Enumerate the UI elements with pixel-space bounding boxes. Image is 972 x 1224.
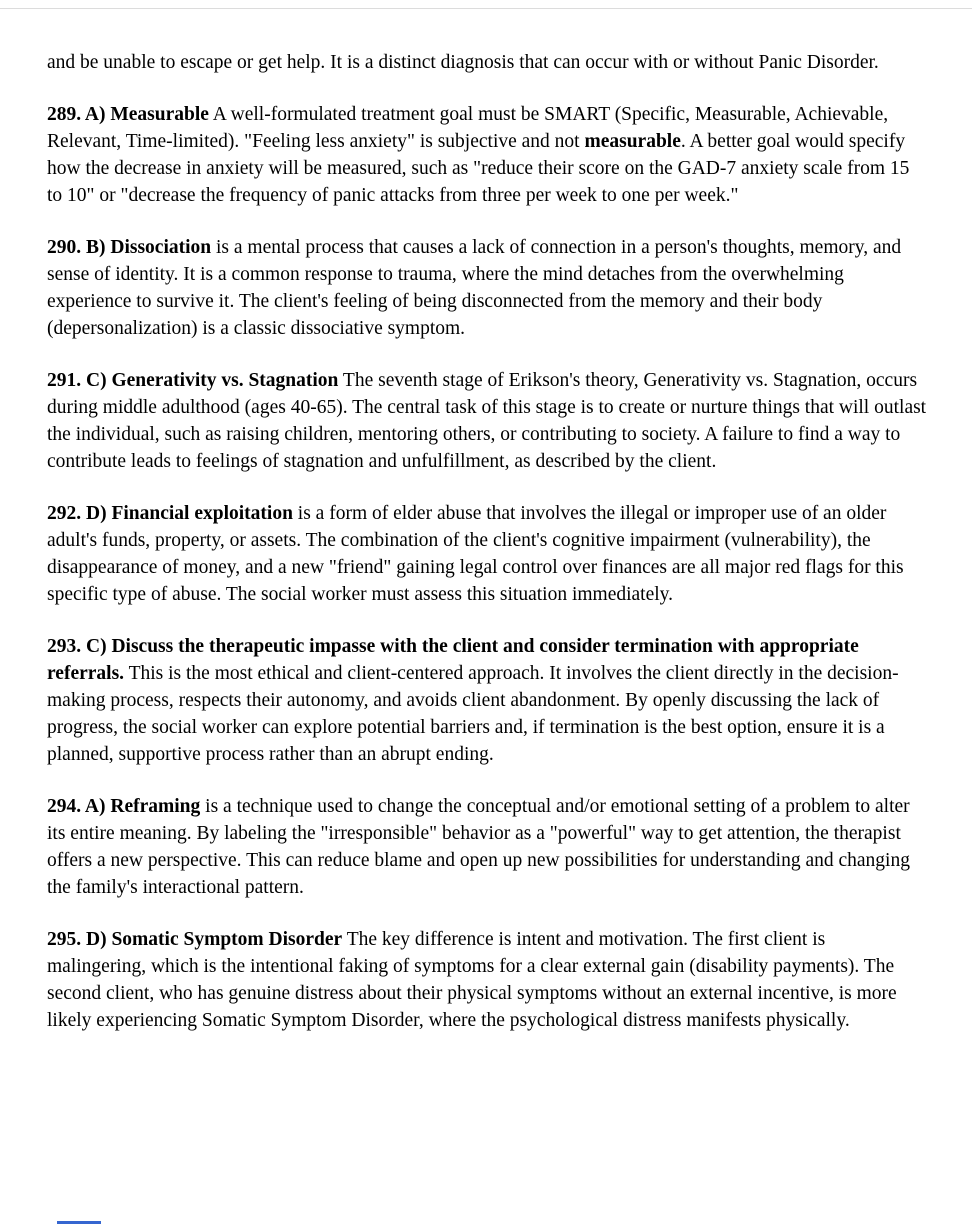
text-run: . A better goal would specify how the decrease in anxiety will be measured, such as "reduce their score on the GAD-7 anxiety scale from 15 to 10" or "decrease the frequency of panic attacks from three per week to one per week." xyxy=(47,131,910,206)
text-run: is a mental process that causes a lack of connection in a person's thoughts, memory, and sense of identity. It is a common response to trauma, where the mind detaches from the overwhelming experience to survive it. The client's feeling of being disconnected from the memory and their body (depersonalization) is a classic dissociative symptom. xyxy=(47,237,902,339)
text-run: The seventh stage of Erikson's theory, Generativity vs. Stagnation, occurs during middle adulthood (ages 40-65). The central task of this stage is to create or nurture things that will outlast the individual, such as raising children, mentoring others, or contributing to society. A failure to find a way to contribute leads to feelings of stagnation and unfulfillment, as described by the client. xyxy=(47,370,927,472)
paragraph-answer-294 xyxy=(47,793,927,901)
paragraph-answer-295 xyxy=(47,926,927,1034)
text-run-bold: 291. C) Generativity vs. Stagnation xyxy=(47,370,339,391)
paragraph-answer-293 xyxy=(47,633,927,768)
text-run-bold: measurable xyxy=(584,131,681,152)
paragraph-continuation xyxy=(47,49,927,76)
document-body xyxy=(47,49,927,1034)
paragraph-answer-290 xyxy=(47,234,927,342)
paragraph-answer-289 xyxy=(47,101,927,209)
text-run: The key difference is intent and motivation. The first client is malingering, which is the intentional faking of symptoms for a clear external gain (disability payments). The second client, who has genuine distress about their physical symptoms without an external incentive, is more likely experiencing Somatic Symptom Disorder, where the psychological distress manifests physically. xyxy=(47,929,897,1031)
text-run-bold: 295. D) Somatic Symptom Disorder xyxy=(47,929,343,950)
text-run: is a technique used to change the conceptual and/or emotional setting of a problem to alter its entire meaning. By labeling the "irresponsible" behavior as a "powerful" way to get attention, the therapist offers a new perspective. This can reduce blame and open up new possibilities for understanding and changing the family's interactional pattern. xyxy=(47,796,910,898)
text-run: and be unable to escape or get help. It is a distinct diagnosis that can occur with or without Panic Disorder. xyxy=(47,52,879,73)
text-run: A well-formulated treatment goal must be SMART (Specific, Measurable, Achievable, Relevant, Time-limited). "Feeling less anxiety" is subjective and not xyxy=(47,104,889,152)
text-run-bold: 290. B) Dissociation xyxy=(47,237,212,258)
text-run-bold: 293. C) Discuss the therapeutic impasse with the client and consider termination with appropriate referrals. xyxy=(47,636,859,684)
paragraph-answer-292 xyxy=(47,500,927,608)
text-run-bold: 294. A) Reframing xyxy=(47,796,201,817)
text-run: is a form of elder abuse that involves the illegal or improper use of an older adult's funds, property, or assets. The combination of the client's cognitive impairment (vulnerability), the disappearance of money, and a new "friend" gaining legal control over finances are all major red flags for this specific type of abuse. The social worker must assess this situation immediately. xyxy=(47,503,904,605)
page-top-divider xyxy=(0,8,972,9)
paragraph-answer-291 xyxy=(47,367,927,475)
text-run-bold: 292. D) Financial exploitation xyxy=(47,503,293,524)
text-run-bold: 289. A) Measurable xyxy=(47,104,209,125)
text-run: This is the most ethical and client-centered approach. It involves the client directly in the decision-making process, respects their autonomy, and avoids client abandonment. By openly discussing the lack of progress, the social worker can explore potential barriers and, if termination is the best option, ensure it is a planned, supportive process rather than an abrupt ending. xyxy=(47,663,899,765)
